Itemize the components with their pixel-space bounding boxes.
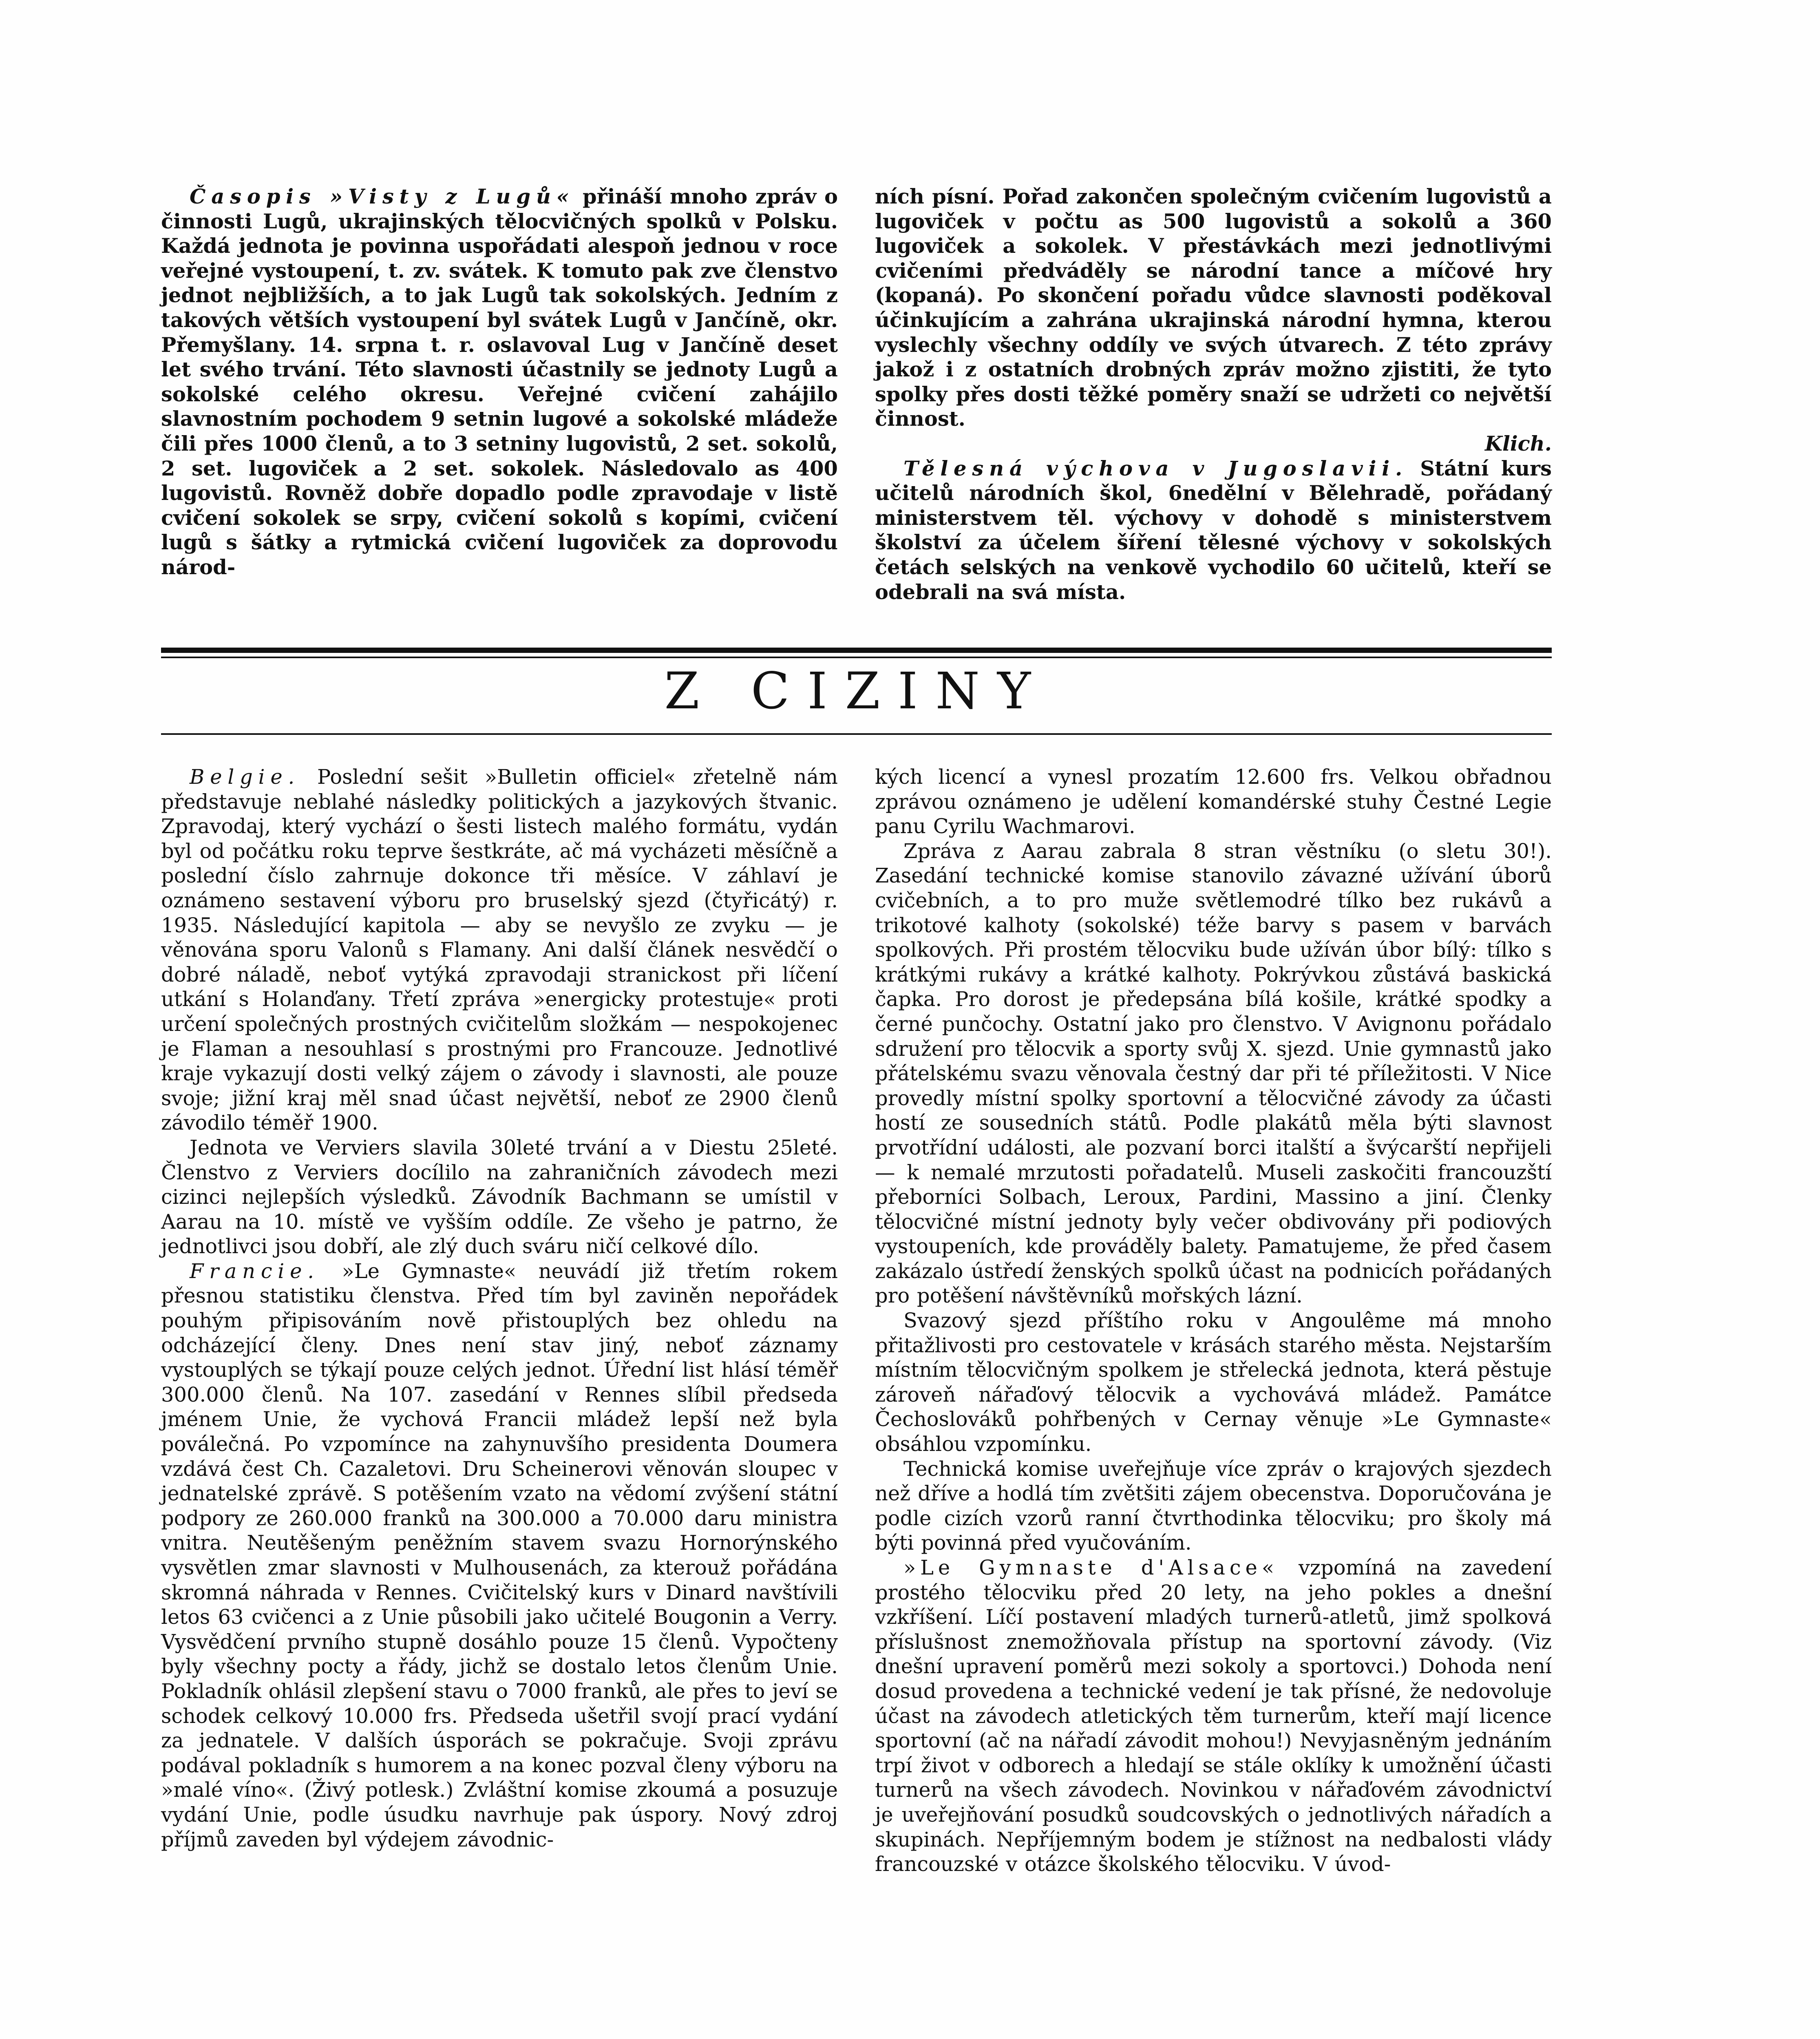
paragraph <box>875 839 1552 1308</box>
paragraph <box>875 456 1552 605</box>
paragraph-text: Jednota ve Verviers slavila 30leté trvání a v Diestu 25leté. Členstvo z Verviers docílilo na zahraničních závodech mezi cizinci nejlepších výsledků. Závodník Bachmann se umístil v Aarau na 10. místě ve vyšším oddíle. Ze všeho je patrno, že jednotlivci jsou dobří, ale zlý duch sváru ničí celkové dílo. <box>161 1135 838 1258</box>
paragraph-text: Svazový sjezd příštího roku v Angoulême má mnoho přitažlivosti pro cestovatele v krásách starého města. Nejstarším místním tělocvičným spolkem je střelecká jednota, která pěstuje zároveň nářaďový tělocvik a vychovává mládež. Památce Čechoslováků pohřbených v Cernay věnuje »Le Gymnaste« obsáhlou vzpomínku. <box>875 1309 1552 1456</box>
paragraph <box>161 184 838 580</box>
paragraph <box>875 765 1552 839</box>
paragraph-lead: Tělesná výchova v Jugoslavii. <box>903 456 1408 480</box>
paragraph <box>161 1259 838 1852</box>
paragraph-text: »Le Gymnaste« neuvádí již třetím rokem přesnou statistiku členstva. Před tím byl zaviněn nepořádek pouhým připisováním nově přistouplých bez ohledu na odcházející členy. Dnes není stav jiný, neboť záznamy vystouplých se týkají pouze celých jednot. Úřední list hlásí téměř 300.000 členů. Na 107. zasedání v Rennes slíbil předseda jménem Unie, že vychová Francii mládež lepší než byla poválečná. Po vzpomínce na zahynuvšího presidenta Doumera vzdává čest Ch. Cazaletovi. Dru Scheinerovi věnován sloupec v jednatelské zprávě. S potěšením vzato na vědomí zvýšení státní podpory ze 260.000 franků na 300.000 a 70.000 daru ministra vnitra. Neutěšeným peněžním stavem svazu Hornorýnského vysvětlen zmar slavnosti v Mulhousenách, za kterouž pořádána skromná náhrada v Rennes. Cvičitelský kurs v Dinard navštívili letos 63 cvičenci a z Unie působili jako učitelé Bougonin a Verry. Vysvědčení prvního stupně dosáhlo pouze 15 členů. Vypočteny byly všechny pocty a řády, jichž se dostalo letos členům Unie. Pokladník ohlásil zlepšení stavu o 7000 franků, ale přes to jeví se schodek celkový 10.000 frs. Předseda ušetřil svojí prací vydání za jednatele. V dalších úsporách se pokračuje. Svoji zprávu podával pokladník s humorem a na konec pozval členy výboru na »malé víno«. (Živý potlesk.) Zvláštní komise zkoumá a posuzuje vydání Unie, podle úsudku navrhuje pak úspory. Nový zdroj příjmů zaveden byl výdejem závodnic- <box>161 1259 838 1851</box>
paragraph <box>875 1308 1552 1457</box>
paragraph <box>875 184 1552 431</box>
paragraph-text: Poslední sešit »Bulletin officiel« zřetelně nám představuje neblahé následky politických a jazykových štvanic. Zpravodaj, který vychází o šesti listech malého formátu, vydán byl od počátku roku teprve šestkráte, ač má vycházeti měsíčně a poslední číslo zahrnuje dokonce tři měsíce. V záhlaví je oznámeno sestavení výboru pro bruselský sjezd (čtyřicátý) r. 1935. Následující kapitola — aby se nevyšlo ze zvyku — je věnována sporu Valonů s Flamany. Ani další článek nesvědčí o dobré náladě, neboť vytýká zpravodaji stranickost při líčení utkání s Holanďany. Třetí zpráva »energicky protestuje« proti určení společných prostných cvičitelům složkám — nespokojenec je Flaman a nesouhlasí s prostnými pro Francouze. Jednotlivé kraje vykazují dosti velký zájem o závody i slavnosti, ale pouze svoje; jižní kraj měl snad účast největší, neboť ze 2900 členů závodilo téměř 1900. <box>161 765 838 1135</box>
paragraph-lead: Francie. <box>190 1259 320 1283</box>
paragraph-text: ních písní. Pořad zakončen společným cvičením lugovistů a lugoviček v počtu as 500 lugovistů a sokolů a 360 lugoviček a sokolek. V přestávkách mezi jednotlivými cvičeními předváděly se národní tance a míčové hry (kopaná). Po skončení pořadu vůdce slavnosti poděkoval účinkujícím a zahrána ukrajinská národní hymna, kterou vyslechly všechny oddíly ve svých útvarech. Z této zprávy jakož i z ostatních drobných zpráv možno zjistiti, že tyto spolky přes dosti těžké poměry snaží se udržeti co největší činnost. <box>875 185 1552 431</box>
author-name: Klich. <box>1485 431 1552 456</box>
paragraph-lead: »Le Gymnaste d'Alsace« <box>903 1556 1279 1579</box>
author-signature <box>875 431 1552 456</box>
bottom-left-column <box>161 765 838 1852</box>
paragraph <box>875 1555 1552 1877</box>
paragraph <box>875 1457 1552 1555</box>
paragraph-text: kých licencí a vynesl prozatím 12.600 frs. Velkou obřadnou zprávou oznámeno je udělení komandérské stuhy Čestné Legie panu Cyrilu Wachmarovi. <box>875 765 1552 838</box>
paragraph-lead: Belgie. <box>190 765 300 789</box>
paragraph-text: vzpomíná na zavedení prostého tělocviku před 20 lety, na jeho pokles a dnešní vzkříšení. Líčí postavení mladých turnerů-atletů, jimž spolková příslušnost znemožňovala přístup na sportovní závody. (Viz dnešní upravení poměrů mezi sokoly a sportovci.) Dohoda není dosud provedena a technické vedení je tak přísné, že nedovoluje účast na závodech atletických těm turnerům, kteří mají licence sportovní (ač na nářadí závodit mohou!) Nevyjasněným jednáním trpí život v odborech a hledají se stále oklíky k umožnění účasti turnerů na všech závodech. Novinkou v nářaďovém závodnictví je uveřejňování posudků soudcovských o jednotlivých nářadích a skupinách. Nepříjemným bodem je stížnost na nedbalosti vlády francouzské v otázce školského tělocviku. V úvod- <box>875 1556 1552 1876</box>
paragraph <box>161 1135 838 1259</box>
bottom-right-column <box>875 765 1552 1877</box>
section-rule-thick <box>161 648 1552 653</box>
paragraph-text: přináší mnoho zpráv o činnosti Lugů, ukrajinských tělocvičných spolků v Polsku. Každá jednota je povinna uspořádati alespoň jednou v roce veřejné vystoupení, t. zv. svátek. K tomuto pak zve členstvo jednot nejbližších, a to jak Lugů tak sokolských. Jedním z takových větších vystoupení byl svátek Lugů v Jančíně, okr. Přemyšlany. 14. srpna t. r. oslavoval Lug v Jančíně deset let svého trvání. Této slavnosti účastnily se jednoty Lugů a sokolské celého okresu. Veřejné cvičení zahájilo slavnostním pochodem 9 setnin lugové a sokolské mládeže čili přes 1000 členů, a to 3 setniny lugovistů, 2 set. sokolů, 2 set. lugoviček a 2 set. sokolek. Následovalo as 400 lugovistů. Rovněž dobře dopadlo podle zpravodaje v listě cvičení sokolek se srpy, cvičení sokolů s kopími, cvičení lugů s šátky a rytmická cvičení lugoviček za doprovodu národ- <box>161 185 838 579</box>
paragraph-lead: Časopis »Visty z Lugů« <box>190 185 575 208</box>
section-rule-bottom <box>161 733 1552 735</box>
paragraph-text: Státní kurs učitelů národních škol, 6nedělní v Bělehradě, pořádaný ministerstvem těl. výchovy v dohodě s ministerstvem školství za účelem šíření tělesné výchovy v sokolských četách selských na venkově vychodilo 60 učitelů, kteří se odebrali na svá místa. <box>875 456 1552 604</box>
section-title: Z CIZINY <box>664 662 1049 721</box>
section-rule-thin <box>161 657 1552 658</box>
paragraph-text: Zpráva z Aarau zabrala 8 stran věstníku (o sletu 30!). Zasedání technické komise stanovilo závazné užívání úborů cvičebních, a to pro muže světlemodré tílko bez rukávů a trikotové kalhoty (sokolské) téže barvy s pasem v barvách spolkových. Při prostém tělocviku bude užíván úbor bílý: tílko s krátkými rukávy a krátké kalhoty. Pokrývkou zůstává baskická čapka. Pro dorost je předepsána bílá košile, krátké spodky a černé punčochy. Ostatní jako pro členstvo. V Avignonu pořádalo sdružení pro tělocvik a sporty svůj X. sjezd. Unie gymnastů jako přátelskému svazu věnovala čestný dar při té příležitosti. V Nice provedly místní spolky sportovní a tělocvičné závody za účasti hostí ze sousedních států. Podle plakátů měla býti slavnost prvotřídní události, ale pozvaní borci italští a švýcarští nepřijeli — k nemalé mrzutosti pořadatelů. Museli zaskočiti francouzští přeborníci Solbach, Leroux, Pardini, Massino a jiní. Členky tělocvičné místní jednoty byly večer obdivovány při podiových vystoupeních, kde prováděly balety. Pamatujeme, že před časem zakázalo ústředí ženských spolků účast na podnicích pořádaných pro potěšení návštěvníků mořských lázní. <box>875 839 1552 1308</box>
paragraph <box>161 765 838 1135</box>
paragraph-text: Technická komise uveřejňuje více zpráv o krajových sjezdech než dříve a hodlá tím zvětšiti zájem obecenstva. Doporučována je podle cizích vzorů ranní čtvrthodinka tělocviku; pro školy má býti povinná před vyučováním. <box>875 1457 1552 1555</box>
top-left-column <box>161 184 838 580</box>
top-right-column <box>875 184 1552 604</box>
